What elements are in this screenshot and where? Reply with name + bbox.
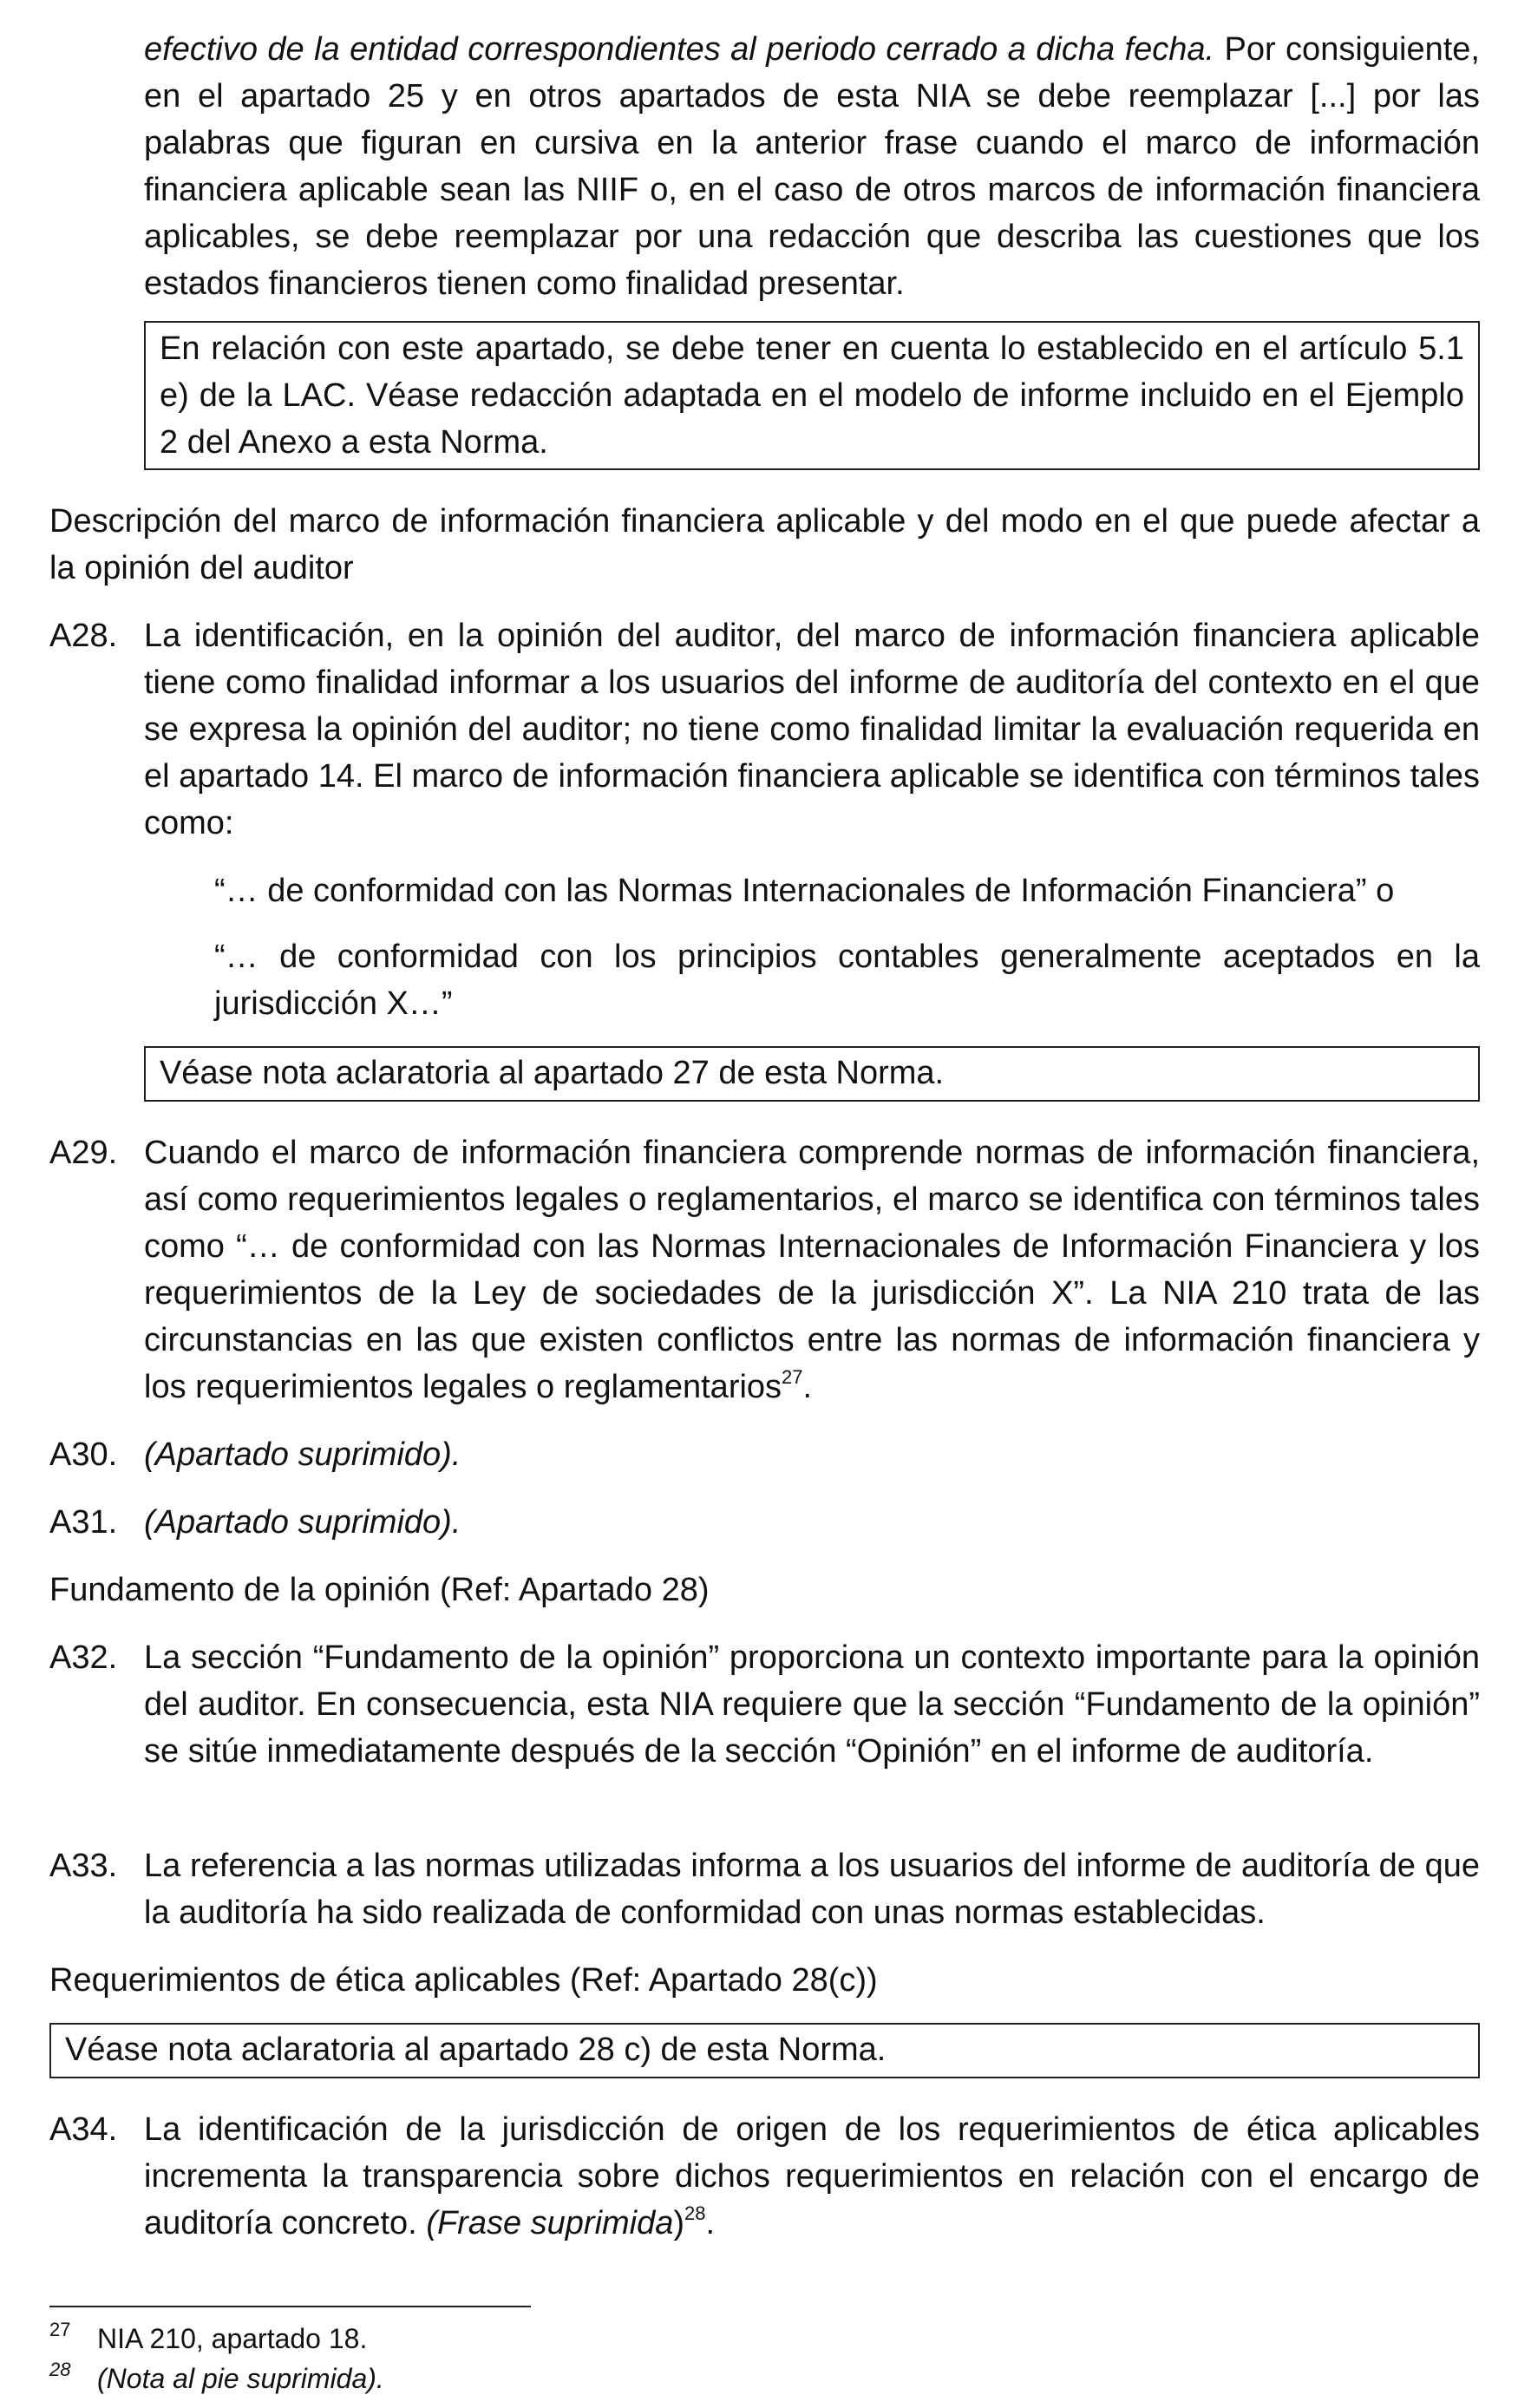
paragraph-number: A33. [49, 1848, 118, 1884]
note-box-3 [49, 2023, 1480, 2078]
a34-close: ) [673, 2205, 685, 2241]
paragraph-number: A29. [49, 1135, 118, 1171]
paragraph-a31 [49, 1499, 1480, 1546]
paragraph-text: (Apartado suprimido). [144, 1436, 461, 1473]
paragraph-number: A32. [49, 1639, 118, 1676]
intro-text: Por consiguiente, en el apartado 25 y en otros apartados de esta NIA se debe reemplazar [...] por las palabras que figuran en cursiva en la anterior frase cuando el marco de información financiera aplicable sean las NIIF o, en el caso de otros marcos de información financiera aplicables, se debe reemplazar por una redacción que describa las cuestiones que los estados financieros tienen como finalidad presentar. [144, 31, 1480, 302]
paragraph-number: A34. [49, 2111, 118, 2148]
paragraph-a34 [49, 2106, 1480, 2247]
paragraph-a32 [49, 1634, 1480, 1775]
intro-paragraph [144, 26, 1480, 307]
paragraph-number: A30. [49, 1436, 118, 1473]
footnote-ref-28[interactable]: 28 [684, 2202, 706, 2225]
paragraph-text [144, 2106, 1480, 2247]
paragraph-text: (Apartado suprimido). [144, 1504, 461, 1541]
a34-italic: (Frase suprimida [426, 2205, 674, 2241]
note-box-1 [144, 321, 1480, 470]
paragraph-text: La referencia a las normas utilizadas informa a los usuarios del informe de auditoría de que la auditoría ha sido realizada de conformidad con unas normas establecidas. [144, 1848, 1480, 1931]
footnote-separator [49, 2306, 531, 2307]
section-heading-2: Fundamento de la opinión (Ref: Apartado 28) [49, 1572, 710, 1608]
paragraph-number: A31. [49, 1504, 118, 1541]
paragraph-a28 [49, 612, 1480, 847]
paragraph-text [144, 1129, 1480, 1410]
footnote-text: (Nota al pie suprimida). [97, 2363, 384, 2394]
quote-2: “… de conformidad con los principios contables generalmente aceptados en la jurisdicción X…” [214, 939, 1480, 1022]
section-heading-3: Requerimientos de ética aplicables (Ref: Apartado 28(c)) [49, 1962, 878, 1999]
section-heading-1: Descripción del marco de información financiera aplicable y del modo en el que puede afectar a la opinión del auditor [49, 503, 1480, 586]
note-3-text: Véase nota aclaratoria al apartado 28 c) de esta Norma. [65, 2032, 887, 2068]
quote-1: “… de conformidad con las Normas Internacionales de Información Financiera” o [214, 873, 1395, 909]
paragraph-text: La identificación, en la opinión del auditor, del marco de información financiera aplicable tiene como finalidad informar a los usuarios del informe de auditoría del contexto en el que se expresa la opinión del auditor; no tiene como finalidad limitar la evaluación requerida en el apartado 14. El marco de información financiera aplicable se identifica con términos tales como: [144, 618, 1480, 841]
paragraph-number: A28. [49, 618, 118, 654]
a34-text: La identificación de la jurisdicción de origen de los requerimientos de ética aplicables incrementa la transparencia sobre dichos requerimientos en relación con el encargo de auditoría concreto. [144, 2111, 1480, 2241]
paragraph-text: La sección “Fundamento de la opinión” proporciona un contexto importante para la opinión del auditor. En consecuencia, esta NIA requiere que la sección “Fundamento de la opinión” se sitúe inmediatamente después de la sección “Opinión” en el informe de auditoría. [144, 1639, 1480, 1770]
paragraph-a30 [49, 1431, 1480, 1478]
a29-end: . [802, 1369, 813, 1405]
footnote-28 [49, 2359, 384, 2398]
footnote-mark: 28 [49, 2359, 71, 2380]
intro-italic-text: efectivo de la entidad correspondientes al periodo cerrado a dicha fecha. [144, 31, 1215, 68]
a34-end: . [705, 2205, 716, 2241]
footnote-ref-27[interactable]: 27 [782, 1366, 803, 1389]
footnote-text: NIA 210, apartado 18. [97, 2323, 368, 2354]
note-1-text: En relación con este apartado, se debe tener en cuenta lo establecido en el artículo 5.1 e) de la LAC. Véase redacción adaptada en el modelo de informe incluido en el Ejemplo 2 del Anexo a esta Norma. [160, 330, 1464, 461]
note-box-2 [144, 1046, 1480, 1102]
note-2-text: Véase nota aclaratoria al apartado 27 de esta Norma. [160, 1055, 945, 1091]
paragraph-a33 [49, 1842, 1480, 1936]
a29-text: Cuando el marco de información financiera comprende normas de información financiera, así como requerimientos legales o reglamentarios, el marco se identifica con términos tales como “… de conformidad con las Normas Internacionales de Información Financiera y los requerimientos de la Ley de sociedades de la jurisdicción X”. La NIA 210 trata de las circunstancias en las que existen conflictos entre las normas de información financiera y los requerimientos legales o reglamentarios [144, 1135, 1480, 1405]
paragraph-a29 [49, 1129, 1480, 1410]
footnote-mark: 27 [49, 2319, 71, 2340]
